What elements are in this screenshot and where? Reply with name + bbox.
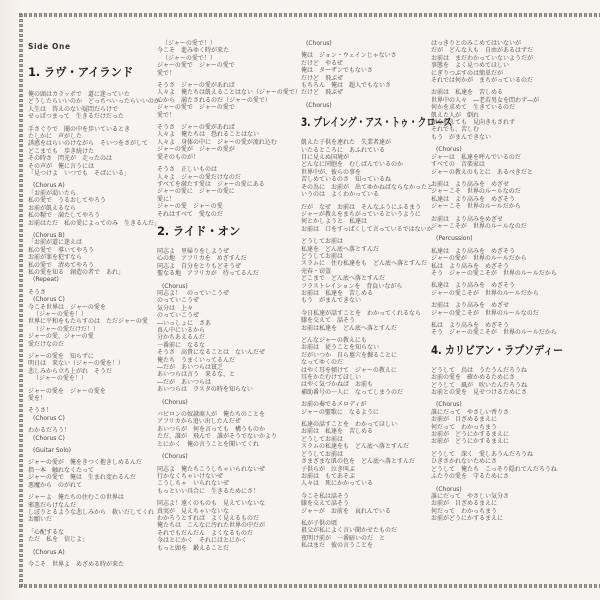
lyric-line: お前は 私達を 苦しめる [431, 89, 504, 97]
lyric-line: 今こそ世界は ジャーの愛を [28, 303, 106, 311]
lyric-line: ジャーの教えのもとに あるべきだと [431, 168, 533, 176]
lyric-line: 私は より高みを めざそう [431, 322, 510, 329]
lyric-line: そう ジャーの愛こそが 世界のルールだから [431, 329, 557, 337]
stanza [157, 500, 290, 552]
lyric-line: もっと頭を 鍛えることだ [157, 544, 230, 552]
lyric-line: それはすべて 愛なのだ [157, 210, 223, 218]
lyric-line: はやく気づかねば お前も [301, 381, 374, 389]
lyric-line: そうさ [28, 288, 47, 296]
lyric-line: どうしてお前は [301, 252, 344, 260]
stanza [301, 102, 431, 109]
stanza [431, 216, 571, 231]
lyric-line: 同志よ！ のっていこうぜ [157, 289, 229, 297]
lyric-line: 誰にだって やさしい気分さ [431, 492, 510, 500]
lyric-line: ただ、誰が 飛んで 誰がそうでないかより [157, 433, 278, 441]
lyrics-column-2 [157, 40, 301, 557]
lyric-line: 人生は 答えのない疑問だらけで [28, 105, 119, 113]
lyric-line: 同志よ！遠くのものも 見えていないな [157, 500, 266, 508]
lyric-line: (Chorus) [436, 146, 462, 154]
stanza [431, 302, 571, 317]
lyric-line: 気分は 上々 [157, 304, 194, 312]
lyric-line: 俺は ジョン・ウェインじゃないさ [301, 52, 397, 60]
lyric-line: 補助番号の一人に なってしまうのだ [301, 388, 404, 396]
lyric-line: 愛だけなのだ [28, 340, 65, 348]
lyric-line: 今はとにかく それにはとにかく [157, 537, 248, 545]
stanza [301, 310, 431, 332]
lyric-line: 膝を交えて 話そう [301, 317, 356, 325]
lyric-line: （ジャーの愛で！） [162, 40, 216, 47]
lyric-line: 私の愛で 導いてやろう [28, 246, 95, 254]
lyric-line: ひきさかれないためにさ [431, 458, 498, 466]
lyrics-column-3 [301, 40, 453, 555]
lyric-line: 事態を よく見つめてほしい [431, 62, 510, 70]
lyric-line: どうして 風が 吹いたんだろうね [431, 381, 528, 389]
lyric-line: 俺の頭はカラッポで 道に迷っていた [28, 91, 130, 98]
song-title: 3. プレイング・アス・トゥ・クロース [301, 115, 453, 130]
lyric-line: ジャーの愛こそが 世界のルールなのだ [431, 309, 539, 317]
lyric-line: 誰にだって やさしい香りさ [431, 408, 510, 416]
lyric-line: お前は 口をすっぱくして言っているではないか [301, 225, 433, 233]
lyric-line: 誘惑をはらいのけながら そいつをさがして [28, 140, 149, 148]
lyric-line: だが どんな人も 自由があるはずだ [431, 47, 534, 55]
lyric-line: 私達の話すことを わかってほしい [301, 421, 398, 429]
lyric-line: 私達は より高みを めざそう [431, 282, 516, 290]
lyric-line: (Chorus A) [33, 548, 65, 556]
lyric-line: 真ん中にいるから [157, 327, 206, 334]
stanza [28, 289, 154, 348]
lyric-line: ―だが あいつらは [157, 378, 212, 386]
stanza [28, 427, 154, 442]
stanza [431, 451, 571, 481]
lyric-line: 同志よ 俺たちこうしちゃいられないぜ [157, 465, 266, 473]
lyric-line: (Chorus) [162, 453, 188, 461]
lyric-line: しぼりとるような悲しみから 救いだしてくれ [28, 508, 155, 516]
stanza [431, 401, 571, 445]
lyric-line: わかろうとすれば よく見えるものだ [157, 514, 260, 522]
lyric-line: すべてを満たす愛は ジャーの愛にある [157, 180, 265, 188]
lyric-line: さまざまな肌の色を どん底へ落とすんだ [301, 458, 416, 466]
lyric-line: 人々は 死にかかっている [301, 480, 374, 488]
lyric-line: 愛で！ [157, 111, 176, 119]
stanza [28, 353, 154, 383]
lyric-line: （ジャーの愛だけだ！） [33, 325, 99, 333]
stanza [28, 91, 160, 121]
lyric-line: そうさ ジャーの愛があれば [157, 124, 235, 132]
lyric-line: 売春・窃盗 [301, 267, 332, 275]
lyric-line: ジャーが教えをまちがっているというように [301, 210, 421, 218]
stanza [157, 411, 290, 448]
lyric-line: せっぱつまって 生きるだけだった [28, 113, 124, 121]
lyric-line: それでもだんだん よくなるものだ [157, 529, 254, 537]
lyric-line: (Chorus) [306, 101, 332, 109]
lyric-line: あいつらは言う 来るな、と [157, 371, 236, 379]
lyric-line: 悪魔から のがれて [28, 481, 83, 489]
lyric-line: (Chorus) [162, 282, 188, 290]
stanza [28, 561, 154, 568]
lyric-line: こうしちゃ いられないぜ [157, 480, 230, 488]
lyric-line: 私達は より高みを めざそう [431, 195, 516, 203]
stanza [301, 40, 431, 47]
lyric-line: 同志よ 自分をとりもどそうぜ [157, 262, 242, 270]
lyric-line: そうさ 高貴になることは ないんだぜ [157, 349, 266, 357]
lyric-line: お前は 私達を 苦しめる [301, 428, 374, 436]
stanza [301, 139, 434, 199]
lyric-line: 人々よ 俺たちは飢えることはない（ジャーの愛で） [157, 89, 301, 97]
stanza [431, 235, 571, 242]
lyric-line: お前が罪を犯すなら [28, 254, 83, 262]
lyric-line: 目に見えぬ国境が [301, 154, 350, 162]
stanza [157, 453, 290, 460]
lyric-line: 祖父が私によく言い聞かせたものだ [301, 527, 398, 535]
lyric-line: バビロンの奴隷商人が 俺たちのことを [157, 411, 266, 419]
lyric-line: それでも、苦しむ [431, 126, 480, 134]
lyric-line: 頭を抱えても 見向きもされず [431, 119, 516, 127]
lyric-line: 行かなくちゃいけないぜ [157, 472, 224, 480]
lyric-line: (Chorus) [306, 40, 332, 47]
lyric-line: どこまでも 歩き続けた [28, 147, 95, 155]
lyric-line: どうしたらいいのか どっちへいったらいいのか [28, 98, 160, 106]
lyric-line: 世界中の人々 ―老若男女を問わず―が [431, 96, 540, 104]
lyric-line: 愛で！ [157, 69, 176, 77]
lyric-line: ジャーの愛こそが 世界のルールだから [431, 289, 539, 297]
lyric-line: 私が子供の頃 [301, 519, 338, 527]
stanza [28, 388, 154, 403]
lyric-line: 私の愛を知る 創造の者で あれ」 [28, 268, 125, 276]
stanza [301, 520, 431, 550]
lyric-line: 同志よ 里帰りをしようぜ [157, 247, 230, 255]
stanza [431, 146, 571, 176]
lyric-line: (Chorus) [436, 401, 462, 409]
lyric-line: 一番前に なるな [157, 341, 206, 349]
lyric-line: たしかに 声がした [28, 133, 83, 141]
lyric-line: お前は より高みをめざせ [431, 215, 504, 223]
stanza [301, 493, 431, 515]
lyric-line: だけど やるぜ [301, 59, 343, 67]
lyric-line: ジャーの愛に ジャーの愛に [157, 188, 235, 196]
lyric-line: その声が 俺に言うには [28, 162, 95, 170]
lyric-line: ジャーこそ 世界のルールなのだ [431, 188, 521, 196]
lyric-line: お前は もてあそぶ [301, 472, 356, 480]
lyric-line: ジャーよ 俺たちの住むこの世界は [28, 494, 124, 502]
stanza [28, 407, 154, 422]
stanza [28, 126, 154, 178]
stanza [157, 466, 290, 496]
lyric-line: (Repeat) [33, 276, 59, 284]
stanza [301, 52, 431, 96]
lyric-line: ジャーの愛が 世界のルールだから [431, 255, 527, 263]
lyric-line: どうしてお前は [301, 238, 344, 246]
lyric-line: 人々よ ジャーの愛だけなのだ [157, 173, 241, 181]
lyric-line: 心から 満たされるのだ（ジャーの愛で） [157, 96, 271, 104]
lyric-line: ジャーの愛で ジャーの愛で [157, 104, 235, 112]
lyric-line: 愛そのものが！ [157, 153, 200, 161]
lyric-line: いたるところに あふれている [301, 146, 386, 154]
lyric-line: ジャーの聖歌に なるように [301, 408, 379, 416]
stanza [301, 401, 431, 416]
lyric-line: あいつらは ラスタの時を知らない [157, 386, 253, 394]
lyric-line: お前が 目ざめるまえに [431, 500, 498, 508]
lyric-line: あいつらが 何を言っても 構うものか [157, 425, 266, 433]
lyric-line: どんなに同胞を むしばんでいるのか [301, 161, 404, 169]
lyric-line: どんなジャーの教えにも [301, 337, 367, 344]
stanza [28, 232, 154, 284]
lyric-line: 私の愛で うるおしてやろう [28, 197, 107, 205]
lyric-line: 子供らが 泣き叫ぶ [301, 465, 356, 473]
lyric-line: 膝を交えて話そう [301, 500, 350, 508]
stanza [157, 248, 290, 278]
lyric-line: どうして 深く 愛しあうんだろうね [431, 450, 534, 458]
lyric-line: (Chorus) [436, 485, 462, 493]
stanza [431, 181, 571, 211]
lyric-line: 私達を どん底へ落とすんだ [301, 245, 380, 253]
lyric-line: その時さ 閃光が 走ったのは [28, 155, 113, 163]
lyric-line: どうして 俺たち こっそり隠れてんだろうね [431, 465, 557, 473]
lyric-line: 愛に！ [157, 195, 176, 203]
lyric-line: （ジャーの愛を！） [33, 310, 87, 318]
stanza [28, 494, 154, 524]
lyric-line: ジャーの愛で 俺は 生まれ変わるんだ [28, 474, 136, 482]
lyric-line: 今こそ私は話そう [301, 492, 350, 500]
lyric-line: そうさ ジャーの愛があれば [157, 82, 235, 90]
lyric-line: お前はただ 私の愛によってのみ 生きるんだ」 [28, 219, 161, 227]
lyric-line: お前は まだわかっていないようだが [431, 54, 534, 62]
lyric-line: 明日は 来ない（ジャーの愛を！） [28, 360, 124, 368]
lyric-line: 愛を！ [28, 395, 47, 403]
lyric-line: ジャーこそ 世界のルールだから [431, 203, 521, 211]
lyrics-column-4 [431, 40, 571, 528]
lyric-line: だけど 飛ぶぜ [301, 89, 344, 97]
lyric-line: （ジャーの愛で！） [162, 54, 216, 62]
stanza [157, 40, 290, 77]
stanza [431, 282, 571, 297]
lyric-line: お前との愛を 見せつけるためにさ [431, 389, 528, 397]
lyric-line: のっていこうぜ [157, 297, 199, 305]
lyric-line: 私の愛で 清めてやろう [28, 261, 95, 269]
lyric-line: 何かを求めて 生きているのだ [431, 104, 516, 112]
lyric-line: 私は より高みを めざそう [431, 262, 510, 270]
lyric-line: (Chorus C) [33, 296, 65, 304]
border-chain-left [19, 13, 23, 587]
lyric-line: すべての 音楽家は [431, 161, 485, 169]
stanza [28, 549, 154, 556]
lyric-line: 何だって わかっちまう [431, 423, 498, 431]
lyric-line: ジャーの愛を ジャーの愛を [28, 387, 106, 395]
lyric-line: 俺は ターザンでもないさ [301, 67, 373, 75]
lyric-line: 人々よ 俺たちは 恐れることはない [157, 131, 260, 139]
lyric-line: ジャーは 私達を呼んでいるのだ [431, 153, 521, 161]
stanza [28, 182, 161, 227]
lyric-line: どうして 鳥は うたうんだろうね [431, 366, 528, 374]
lyric-line: お前の奏でるメロディが [301, 401, 367, 409]
border-chain-bottom [19, 584, 600, 588]
song-title: 1. ラヴ・アイランド [28, 65, 134, 79]
lyric-line: (Chorus) [162, 398, 188, 406]
lyric-line: 世界に平和をもたらすのは ただジャーの愛 [28, 318, 148, 326]
lyric-line: 何だって わかっちまう [431, 507, 498, 515]
lyric-line: もっといい具合に 生きるためにさ！ [157, 487, 260, 495]
stanza [431, 486, 571, 523]
lyric-line: お前がどうにかするまえに [431, 515, 504, 523]
lyric-line: もちろん 俺は 超人でもないさ [301, 82, 392, 90]
lyric-line: （ジャーの愛を！） [33, 375, 87, 383]
lyric-line: お前が飢えるなら [28, 204, 77, 212]
lyric-line: (Chorus B) [33, 231, 65, 239]
lyric-line: 人々よ 身体の中に ジャーの愛が流れ込む [157, 138, 277, 146]
lyric-line: とにかく 俺の言うことを聞いてくれ [157, 440, 260, 448]
lyric-line: ふたりの愛を 守るためにさ [431, 473, 510, 481]
lyric-line: お前は私達を どん底へ落とすんだ [301, 324, 398, 332]
lyric-line: お前は 私達を 苦しめる [301, 289, 374, 297]
lyric-line: 世界中が、彼らの事を [301, 168, 362, 176]
lyric-line: 心の地 アフリカを めざすんだ [157, 255, 247, 263]
lyric-line: (Chorus C) [33, 414, 65, 422]
lyric-line: 今日私達が話すことを わかってくれるなら [301, 309, 422, 317]
lyric-line: お前は 従うことを知らない [301, 344, 380, 352]
lyric-line: 分かちあえるんだ [157, 334, 206, 342]
lyrics-column-1 [28, 42, 161, 573]
lyric-line: はっきりとのみこめてはいないが [431, 40, 522, 47]
stanza [301, 421, 431, 488]
lyric-line: どこまで どん底へ落とすんだ [301, 275, 386, 283]
stanza [28, 459, 154, 489]
lyric-line: 悲しみから立ち上がれ そうだ [28, 367, 113, 375]
lyric-line: 飢えた子供を連れた 失業者達が [301, 139, 392, 147]
lyric-line: 「お前が渇いたら [28, 189, 77, 197]
lyric-line: 邪悪だらけなんだ [28, 501, 77, 509]
lyric-line: (Guitar Solo) [33, 447, 72, 455]
lyric-line: 私はまだ 彼の言うことを [301, 542, 374, 550]
lyric-line: そうさ 正しいものは [157, 166, 218, 174]
stanza [431, 322, 571, 337]
lyric-line: はやく耳を傾けて ジャーの教えに [301, 366, 397, 374]
stanza [157, 166, 290, 218]
song-title: 4. カリビアン・ラプソディー [431, 342, 563, 357]
border-chain-top [19, 13, 600, 17]
lyric-line: スラムに 住む私達をも どん底へ落とすんだ [301, 260, 427, 268]
stanza [157, 283, 290, 394]
lyric-line: 今こそ 世界よ めざめる時が来た [28, 560, 125, 568]
lyric-line: そう ジャーの愛こそが 世界のルールだから [431, 269, 557, 277]
lyric-line: ジャーの愛 ジャーの愛 [157, 203, 223, 211]
stanza [28, 529, 154, 544]
lyric-line: スラムの私達をも どん底へ落とすんだ [301, 443, 409, 451]
lyric-line: ジャーの愛で ジャーの愛で [157, 62, 235, 70]
lyric-line: どうしてお前は [301, 435, 344, 443]
stanza [431, 89, 571, 141]
lyric-line: ジャーこそが 世界のルールなのだ [431, 222, 527, 230]
stanza [301, 337, 431, 396]
stanza [431, 367, 571, 397]
lyric-line: そうさ！ [28, 407, 53, 415]
lyric-line: お前は より高みを めざせ [431, 302, 510, 310]
side-label: Side One [28, 42, 71, 51]
lyric-line: フラストレイションを 背負いながら [301, 282, 403, 290]
lyric-line: ジャーの愛が ジャーの愛が [157, 146, 235, 154]
lyric-line: わかるだろう！ [28, 427, 71, 435]
lyric-line: だが なぜ お前は そんなふうにふるまう [301, 203, 422, 211]
lyric-line: ―いっしょに さあ [157, 319, 212, 327]
lyric-line: ジャーの愛、ジャーの愛 [28, 333, 94, 341]
lyric-line: どうしてお前は [301, 450, 344, 458]
lyric-line: 何とかしようと 私達は [301, 218, 368, 226]
lyric-line: 苦しめているのさ 知っているね [301, 176, 392, 184]
lyric-line: 「見つけよ いつでも そばにいる」 [28, 170, 131, 178]
lyric-line: 「心配するな [28, 528, 65, 536]
stanza [157, 124, 290, 161]
lyric-line: お願いだ [28, 516, 53, 524]
lyric-line: その為に お前が 出てゆかねばならなかったと [301, 183, 434, 191]
lyric-line: 真実が 見えちゃいないな [157, 507, 230, 515]
lyric-line: ジャーが お前を 哀れんでいる [301, 507, 391, 515]
lyric-line: 指一本 触れなくたって [28, 466, 95, 474]
lyric-line: アフリカから追い出したんだぜ [157, 418, 241, 426]
lyric-line: もう がまんできない [431, 133, 492, 141]
lyric-line: ジャーの愛が 俺をきつく抱きしめるんだ [28, 459, 142, 467]
lyric-line: 俺たち うまくいってるんだ [157, 356, 236, 364]
lyric-line: それでは何かが まちがっているのだ [431, 77, 534, 85]
lyric-line: お前の愛を 確かめるためにさ [431, 374, 516, 382]
stanza [28, 447, 154, 454]
lyric-line: 私の糧で 満たしてやろう [28, 212, 101, 220]
stanza [157, 82, 301, 119]
stanza [431, 248, 571, 278]
lyric-line: お前が どうにかするまえに [431, 438, 510, 446]
lyric-line: だけど 飛ぶぜ [301, 74, 344, 82]
lyric-line: (Percussion) [436, 235, 473, 243]
lyric-line: お前が どうにかするまえに [431, 431, 510, 439]
stanza [431, 40, 571, 84]
lyric-line: 私達は より高みを めざそう [431, 247, 516, 255]
stanza [301, 238, 431, 305]
lyric-line: 手さぐりで 闇の中を歩いているとき [28, 125, 131, 133]
lyric-line: にぎりつぶすのは簡単だが [431, 69, 504, 77]
lyric-line: だがいつか 自ら墓穴を掘ることに [301, 351, 398, 359]
lyric-line: 今こそ 進みゆく時が来た [157, 47, 230, 55]
stanza [157, 399, 290, 406]
lyric-line: (Chorus A) [33, 182, 65, 190]
lyric-line: 耳をかたむけてほしい [301, 374, 362, 382]
stanza [301, 204, 431, 234]
lyric-line: もう がまんできない [301, 297, 362, 305]
song-title: 2. ライド・オン [157, 223, 241, 238]
lyric-line: 聖なる地 アフリカが 待ってるんだ [157, 270, 259, 278]
lyric-line: 「お前が道に迷えば [28, 239, 83, 247]
lyric-line: のっていこうぜ [157, 312, 199, 320]
lyric-line: お前が 目ざめるまえに [431, 416, 498, 424]
lyric-line: ―だが あいつらは貧乏 [157, 364, 224, 372]
lyric-line: ジャーの愛を 知らずに [28, 353, 94, 360]
lyric-line: いうのは よくわかっている [301, 191, 380, 199]
lyric-line: お前は より高みを めざせ [431, 180, 510, 188]
lyric-line: なってゆくのだ [301, 359, 344, 367]
lyric-line: 飢えた人が 倒れ [431, 111, 480, 119]
lyric-line: (Chorus C) [33, 434, 65, 442]
lyric-line: 夜明け前が 一番暗いのだ と [301, 534, 386, 542]
lyric-line: ただ 私を 信じよ」 [28, 536, 89, 544]
lyric-line: 俺たちは こんなに汚れた世界の中だが [157, 522, 266, 530]
